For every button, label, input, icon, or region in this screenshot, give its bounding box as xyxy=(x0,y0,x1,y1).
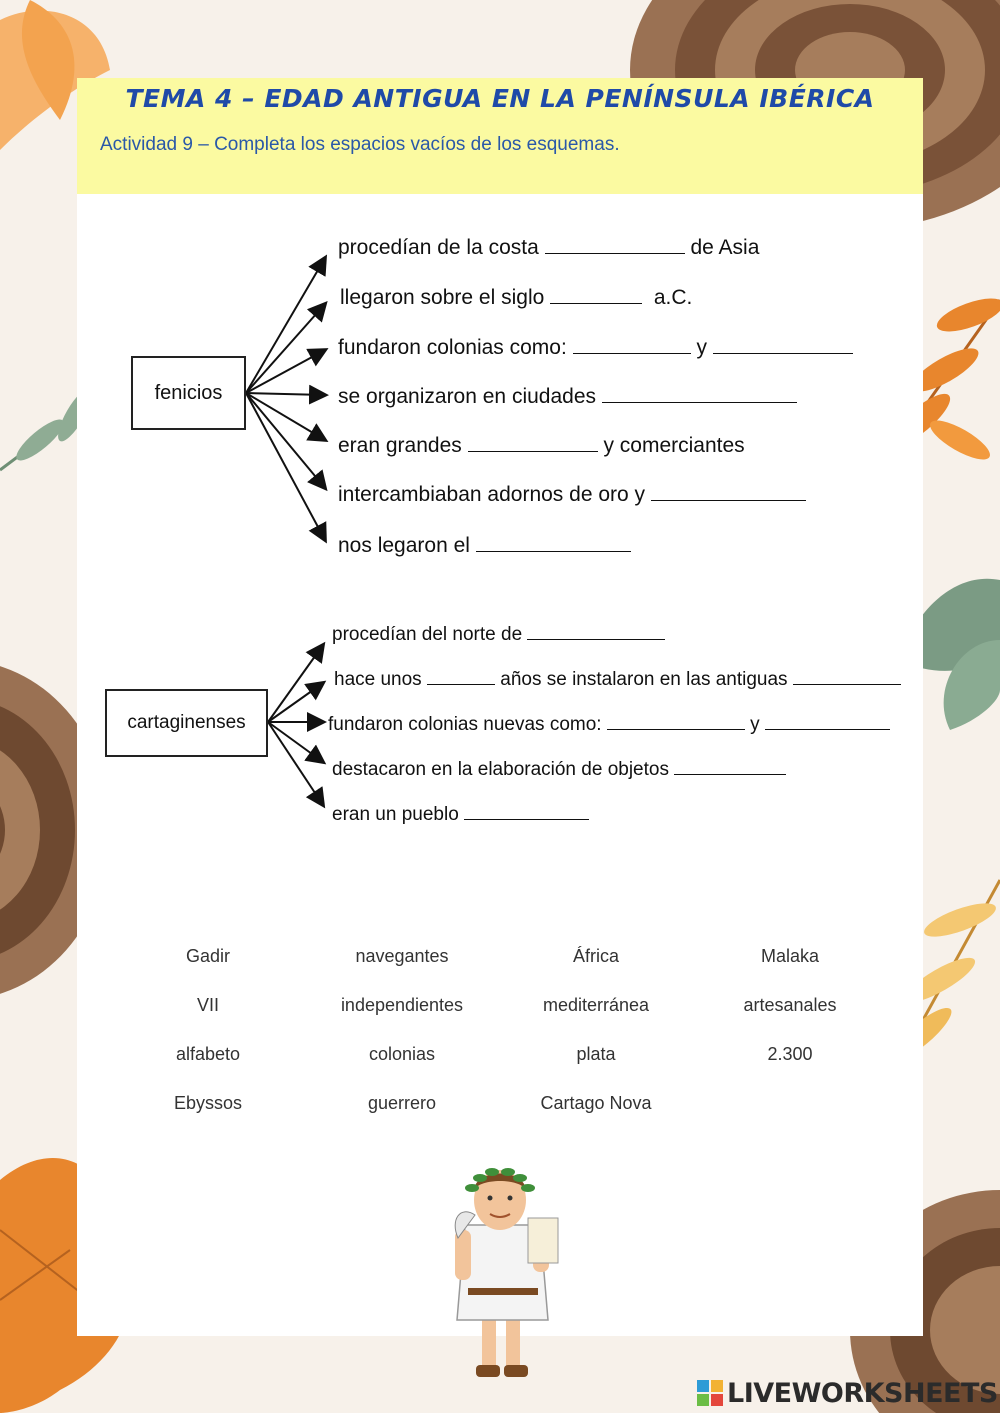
fenicios-line-6: intercambiaban adornos de oro y xyxy=(338,483,806,507)
liveworksheets-logo-icon xyxy=(697,1380,723,1406)
word-bank-item: África xyxy=(572,946,619,966)
word-bank-item: Ebyssos xyxy=(173,1093,243,1113)
page-title: TEMA 4 – EDAD ANTIGUA EN LA PENÍNSULA IBÉRICA xyxy=(125,84,875,113)
fenicios-line-1: procedían de la costa de Asia xyxy=(338,236,760,259)
fenicios-line-2: llegaron sobre el siglo a.C. xyxy=(340,286,693,309)
word-bank-item: navegantes xyxy=(355,946,449,966)
cartaginenses-box: cartaginenses xyxy=(105,689,268,757)
word-bank-item: VII xyxy=(196,995,219,1015)
cartaginenses-line-4: destacaron en la elaboración de objetos xyxy=(332,759,786,781)
cartaginenses-line-2: hace unos años se instalaron en las antiguas xyxy=(334,669,901,691)
fenicios-line-7: nos legaron el xyxy=(338,534,631,558)
word-bank-item: alfabeto xyxy=(175,1044,241,1064)
cartaginenses-line-1: procedían del norte de xyxy=(332,624,665,646)
word-bank-item: colonias xyxy=(368,1044,436,1064)
word-bank-item: Cartago Nova xyxy=(540,1093,652,1113)
liveworksheets-logo: LIVEWORKSHEETS xyxy=(727,1378,998,1409)
word-bank-item: mediterránea xyxy=(542,995,650,1015)
word-bank-item: Malaka xyxy=(760,946,820,966)
fenicios-line-5: eran grandes y comerciantes xyxy=(338,434,745,457)
fenicios-line-3: fundaron colonias como: y xyxy=(338,336,853,360)
activity-instruction: Actividad 9 – Completa los espacios vacíos de los esquemas. xyxy=(100,134,620,155)
word-bank-item: artesanales xyxy=(743,995,837,1015)
fenicios-box: fenicios xyxy=(131,356,246,430)
cartaginenses-line-5: eran un pueblo xyxy=(332,804,589,826)
word-bank-item: guerrero xyxy=(367,1093,437,1113)
word-bank-item: independientes xyxy=(340,995,464,1015)
word-bank-item: plata xyxy=(576,1044,616,1064)
cartaginenses-line-3: fundaron colonias nuevas como: y xyxy=(328,714,890,736)
word-bank-item: 2.300 xyxy=(767,1044,813,1064)
fenicios-line-4: se organizaron en ciudades xyxy=(338,385,797,409)
word-bank-item: Gadir xyxy=(185,946,230,966)
